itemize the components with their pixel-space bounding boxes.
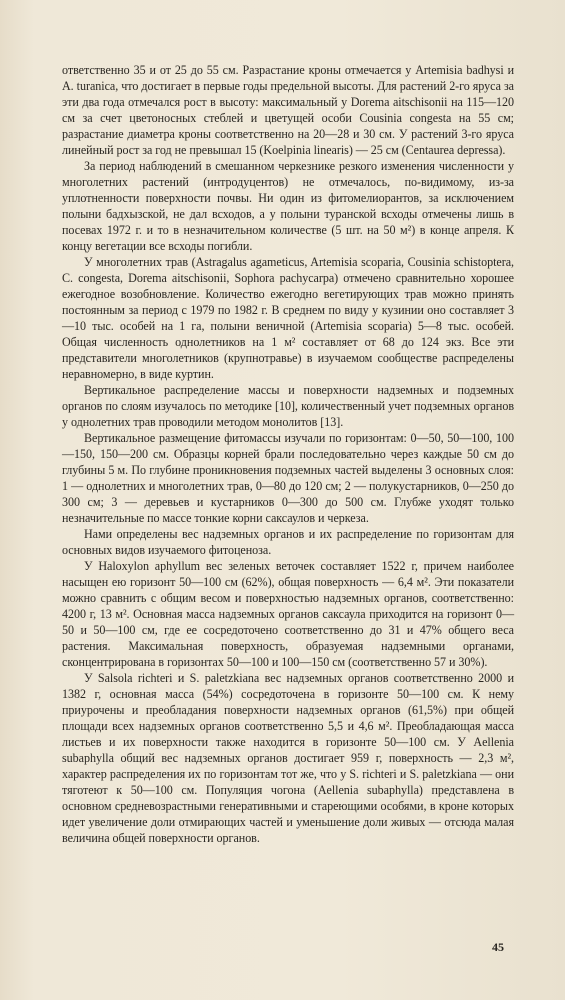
- body-text: [62, 62, 514, 846]
- paragraph-5: Вертикальное размещение фитомассы изучали по горизонтам: 0—50, 50—100, 100—150, 150—200 см. Образцы корней брали последовательно через каждые 50 см до глубины 5 м. По глубине проникновения подземных частей выделены 3 основных слоя: 1 — однолетних и многолетних трав, 0—80 до 120 см; 2 — полукустарников, 0—250 до 300 см; 3 — деревьев и кустарников 0—300 до 500 см. Глубже уходят только незначительные по массе тонкие корни саксаулов и черкеза.: [62, 431, 514, 525]
- paragraph-6: Нами определены вес надземных органов и их распределение по горизонтам для основных видов изучаемого фитоценоза.: [62, 527, 514, 557]
- paragraph-8: У Salsola richteri и S. paletzkiana вес надземных органов соответственно 2000 и 1382 г, основная масса (54%) сосредоточена в горизонте 50—100 см. К нему приурочены и преобладания поверхности надземных органов (61,5%) при общей площади всех надземных органов соответственно 5,5 и 4,6 м². Преобладающая масса листьев и их поверхности также находится в горизонте 50—100 см. У Aellenia subaphylla общий вес надземных органов достигает 959 г, поверхность — 2,3 м², характер распределения их по горизонтам тот же, что у S. richteri и S. paletzkiana — они тяготеют к 50—100 см. Популяция чогона (Aellenia subaphylla) представлена в основном средневозрастными генеративными и стареющими особями, в кроне которых идет увеличение доли отмирающих частей и уменьшение доли живых — отсюда малая величина общей поверхности органов.: [62, 671, 514, 845]
- paragraph-4: Вертикальное распределение массы и поверхности надземных и подземных органов по слоям изучалось по методике [10], количественный учет подземных органов у однолетних трав проводили методом монолитов [13].: [62, 383, 514, 429]
- paragraph-3: У многолетних трав (Astragalus agameticus, Artemisia scoparia, Cousinia schistoptera, C. congesta, Dorema aitschisonii, Sophora pachycarpa) отмечено сравнительно хорошее ежегодное возобновление. Количество ежегодно вегетирующих трав можно принять постоянным за период с 1979 по 1982 г. В среднем по виду у кузинии оно составляет 3—10 тыс. особей на 1 га, полыни веничной (Artemisia scoparia) 5—8 тыс. особей. Общая численность однолетников на 1 м² составляет от 68 до 124 экз. Все эти представители многолетников (крупнотравье) в изучаемом сообществе распределены неравномерно, в виде куртин.: [62, 255, 514, 381]
- paragraph-7: У Haloxylon aphyllum вес зеленых веточек составляет 1522 г, причем наиболее насыщен ею горизонт 50—100 см (62%), общая поверхность — 6,4 м². Эти показатели можно сравнить с общим весом и поверхностью надземных органов, соответственно: 4200 г, 13 м². Основная масса надземных органов саксаула приходится на горизонт 0—50 и 50—100 см, где ее сосредоточено соответственно до 31 и 47% общего веса растения. Максимальная поверхность, образуемая надземными органами, сконцентрирована в горизонтах 50—100 и 100—150 см (соответственно 57 и 30%).: [62, 559, 514, 669]
- paragraph-1: ответственно 35 и от 25 до 55 см. Разрастание кроны отмечается у Artemisia badhysi и A. turanica, что достигает в первые годы предельной высоты. Для растений 2-го яруса за эти два года отмечался рост в высоту: максимальный у Dorema aitschisonii на 115—120 см за счет цветоносных стеблей и цветущей особи Cousinia congesta на 55 см; разрастание диаметра кроны соответственно на 20—28 и 30 см. У растений 3-го яруса линейный рост за год не превышал 15 (Koelpinia linearis) — 25 см (Centaurea depressa).: [62, 63, 514, 157]
- paragraph-2: За период наблюдений в смешанном черкезнике резкого изменения численности у многолетних растений (интродуцентов) не отмечалось, по-видимому, из-за уплотненности поверхности почвы. Ни один из фитомелиорантов, за исключением полыни бадхызской, не дал всходов, а у полыни туранской всходы отмечены лишь в посевах 1972 г. и то в незначительном количестве (5 шт. на 50 м²) в конце апреля. К концу вегетации все всходы погибли.: [62, 159, 514, 253]
- page-number: 45: [492, 940, 504, 954]
